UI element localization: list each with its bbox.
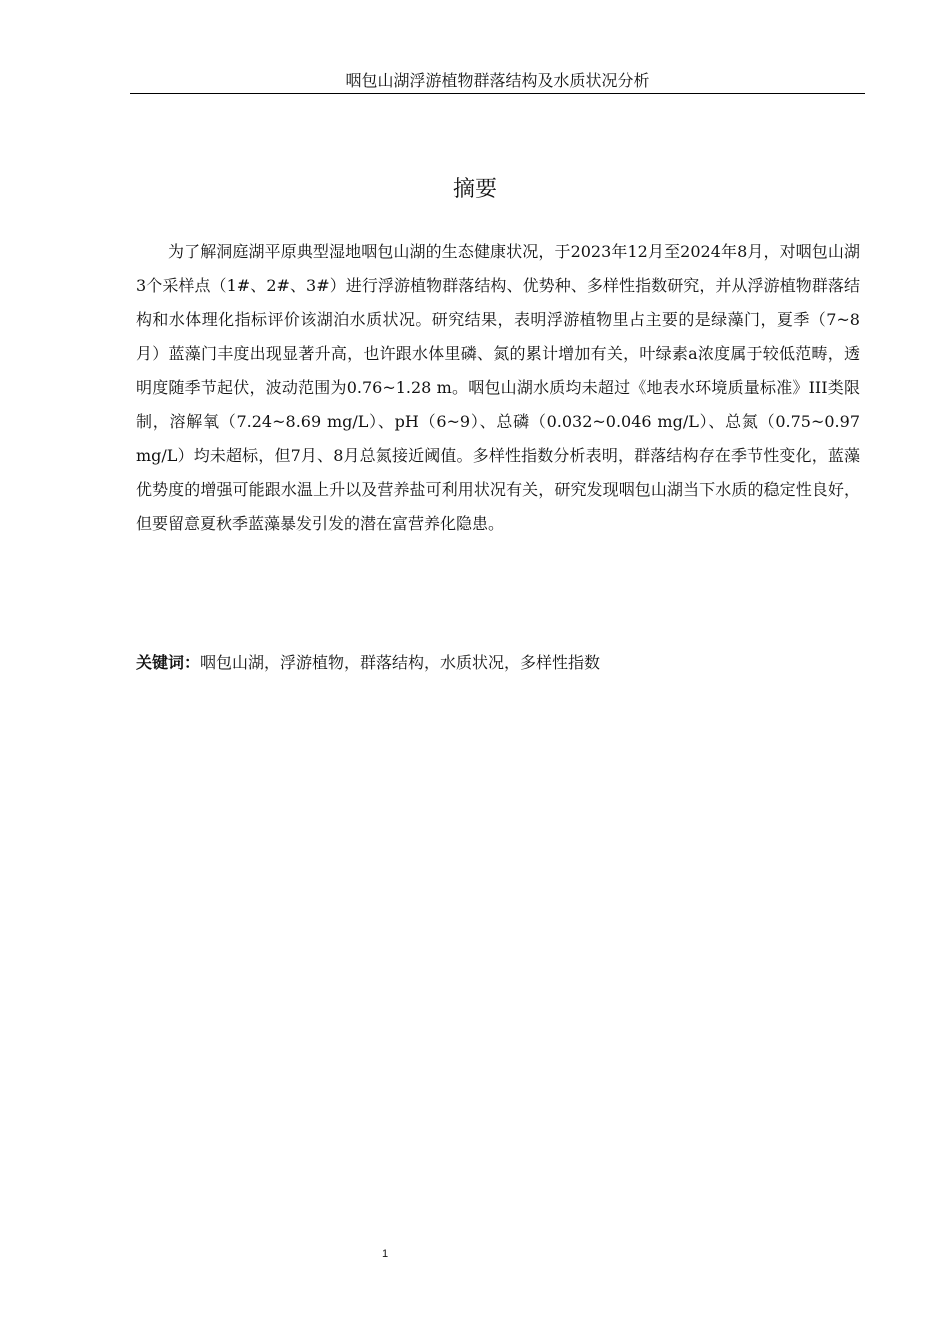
running-title: 咽包山湖浮游植物群落结构及水质状况分析 [345, 71, 650, 90]
abstract-title: 摘要 [452, 177, 497, 202]
running-header [130, 70, 865, 94]
page-number: 1 [381, 1248, 389, 1260]
keywords-line [136, 646, 860, 680]
keywords-label: 关键词： [136, 653, 201, 672]
abstract-body: 为了解洞庭湖平原典型湿地咽包山湖的生态健康状况，于2023年12月至2024年8月，对咽包山湖3个采样点（1#、2#、3#）进行浮游植物群落结构、优势种、多样性指数研究，并从浮游植物群落结构和水体理化指标评价该湖泊水质状况。研究结果，表明浮游植物里占主要的是绿藻门，夏季（7~8月）蓝藻门丰度出现显著升高，也许跟水体里磷、氮的累计增加有关，叶绿素a浓度属于较低范畴，透明度随季节起伏，波动范围为0.76~1.28 m。咽包山湖水质均未超过《地表水环境质量标准》III类限制，溶解氧（7.24~8.69 mg/L）、pH（6~9）、总磷（0.032~0.046 mg/L）、总氮（0.75~0.97 mg/L）均未超标，但7月、8月总氮接近阈值。多样性指数分析表明，群落结构存在季节性变化，蓝藻优势度的增强可能跟水温上升以及营养盐可利用状况有关，研究发现咽包山湖当下水质的稳定性良好，但要留意夏秋季蓝藻暴发引发的潜在富营养化隐患。 [136, 242, 860, 533]
keywords-text: 咽包山湖，浮游植物，群落结构，水质状况，多样性指数 [200, 653, 601, 672]
